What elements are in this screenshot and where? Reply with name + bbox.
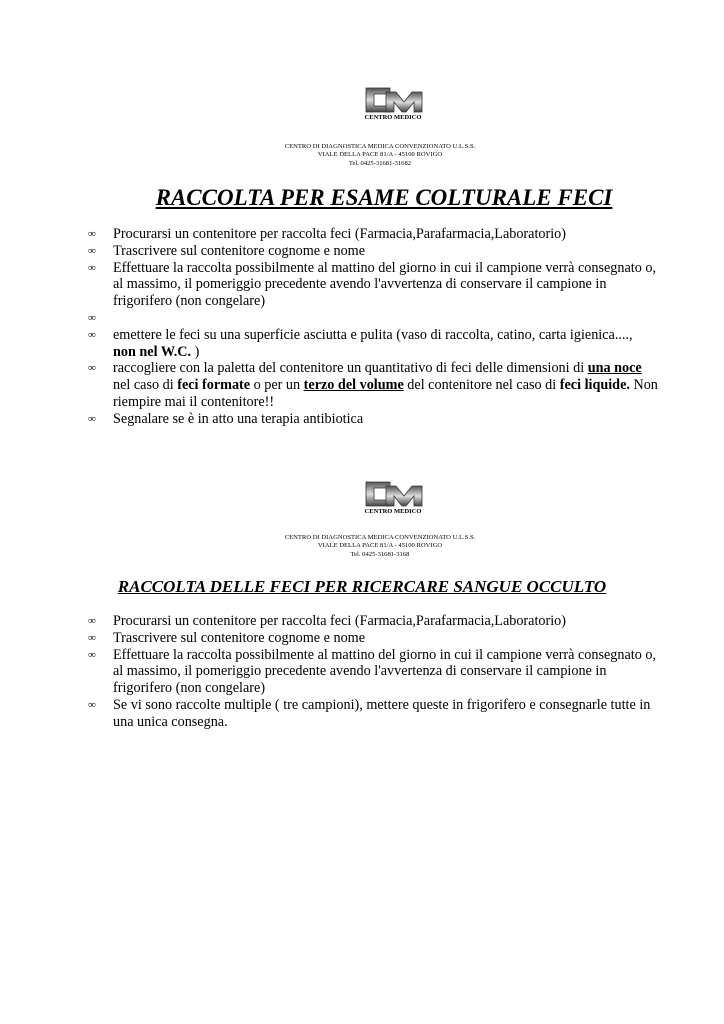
bullet-icon: ∞ (88, 261, 96, 274)
bullet-icon: ∞ (88, 328, 96, 341)
letterhead-line: CENTRO DI DIAGNOSTICA MEDICA CONVENZIONATO U.L.S.S. (284, 143, 476, 150)
bullet-icon: ∞ (88, 615, 96, 627)
list-item: ∞ raccogliere con la paletta del contenitore un quantitativo di feci delle dimensioni di una noce nel caso di feci formate o per un terzo del volume del contenitore nel caso di feci liquide. Non riempire mai il contenitore!! (88, 360, 658, 410)
centro-medico-logo (362, 478, 424, 520)
bullet-icon: ∞ (88, 311, 96, 324)
logo-caption: CENTRO MEDICO (364, 508, 422, 515)
bullet-icon: ∞ (88, 648, 96, 661)
letterhead (180, 534, 580, 559)
bullet-icon: ∞ (88, 412, 96, 425)
centro-medico-logo (362, 84, 424, 126)
bullet-icon: ∞ (88, 244, 96, 257)
letterhead-line: CENTRO DI DIAGNOSTICA MEDICA CONVENZIONATO U.L.S.S. (284, 534, 476, 541)
bullet-icon: ∞ (88, 362, 96, 375)
emphasis: una noce (587, 360, 642, 377)
list-item: ∞ Trascrivere sul contenitore cognome e nome (88, 242, 366, 259)
letterhead (180, 143, 580, 168)
bullet-icon: ∞ (88, 631, 96, 644)
instruction-list (88, 226, 658, 428)
section-title: RACCOLTA DELLE FECI PER RICERCARE SANGUE OCCULTO (117, 577, 607, 596)
letterhead-line: VIALE DELLA PACE 81/A - 45100 ROVIGO (317, 151, 443, 159)
cm-logo-icon (362, 84, 424, 116)
list-item (88, 310, 658, 327)
letterhead-line: Tel. 0425-31681-3168 (350, 550, 410, 558)
logo-caption: CENTRO MEDICO (364, 114, 422, 121)
letterhead-line: VIALE DELLA PACE 81/A - 45100 ROVIGO (317, 542, 443, 550)
emphasis: terzo del volume (303, 377, 404, 394)
emphasis: feci formate (177, 377, 251, 394)
list-item: ∞ Procurarsi un contenitore per raccolta feci (Farmacia,Parafarmacia,Laboratorio) (88, 226, 566, 242)
list-item: ∞ Se vi sono raccolte multiple ( tre campioni), mettere queste in frigorifero e consegnarle tutte in una unica consegna. (88, 696, 651, 730)
list-item: ∞ Effettuare la raccolta possibilmente al mattino del giorno in cui il campione verrà consegnato o, al massimo, il pomeriggio precedente avendo l'avvertenza di conservare il campione in frigorifero (non congelare) (88, 646, 657, 697)
page-title: RACCOLTA PER ESAME COLTURALE FECI (155, 185, 613, 210)
list-item: ∞ emettere le feci su una superficie asciutta e pulita (vaso di raccolta, catino, carta igienica...., non nel W.C. ) (88, 326, 633, 360)
bullet-icon: ∞ (88, 228, 96, 240)
emphasis: non nel W.C. (113, 343, 192, 360)
list-item: ∞ Trascrivere sul contenitore cognome e nome (88, 629, 366, 646)
letterhead-line: Tel. 0425-31681-31682 (348, 159, 412, 167)
instruction-list (88, 613, 658, 731)
list-item: ∞ Effettuare la raccolta possibilmente al mattino del giorno in cui il campione verrà consegnato o, al massimo, il pomeriggio precedente avendo l'avvertenza di conservare il campione in frigorifero (non congelare) (88, 259, 657, 310)
bullet-icon: ∞ (88, 698, 96, 711)
emphasis: feci liquide. (559, 377, 630, 394)
list-item: ∞ Procurarsi un contenitore per raccolta feci (Farmacia,Parafarmacia,Laboratorio) (88, 613, 566, 629)
cm-logo-icon (362, 478, 424, 510)
list-item: ∞ Segnalare se è in atto una terapia antibiotica (88, 410, 364, 427)
